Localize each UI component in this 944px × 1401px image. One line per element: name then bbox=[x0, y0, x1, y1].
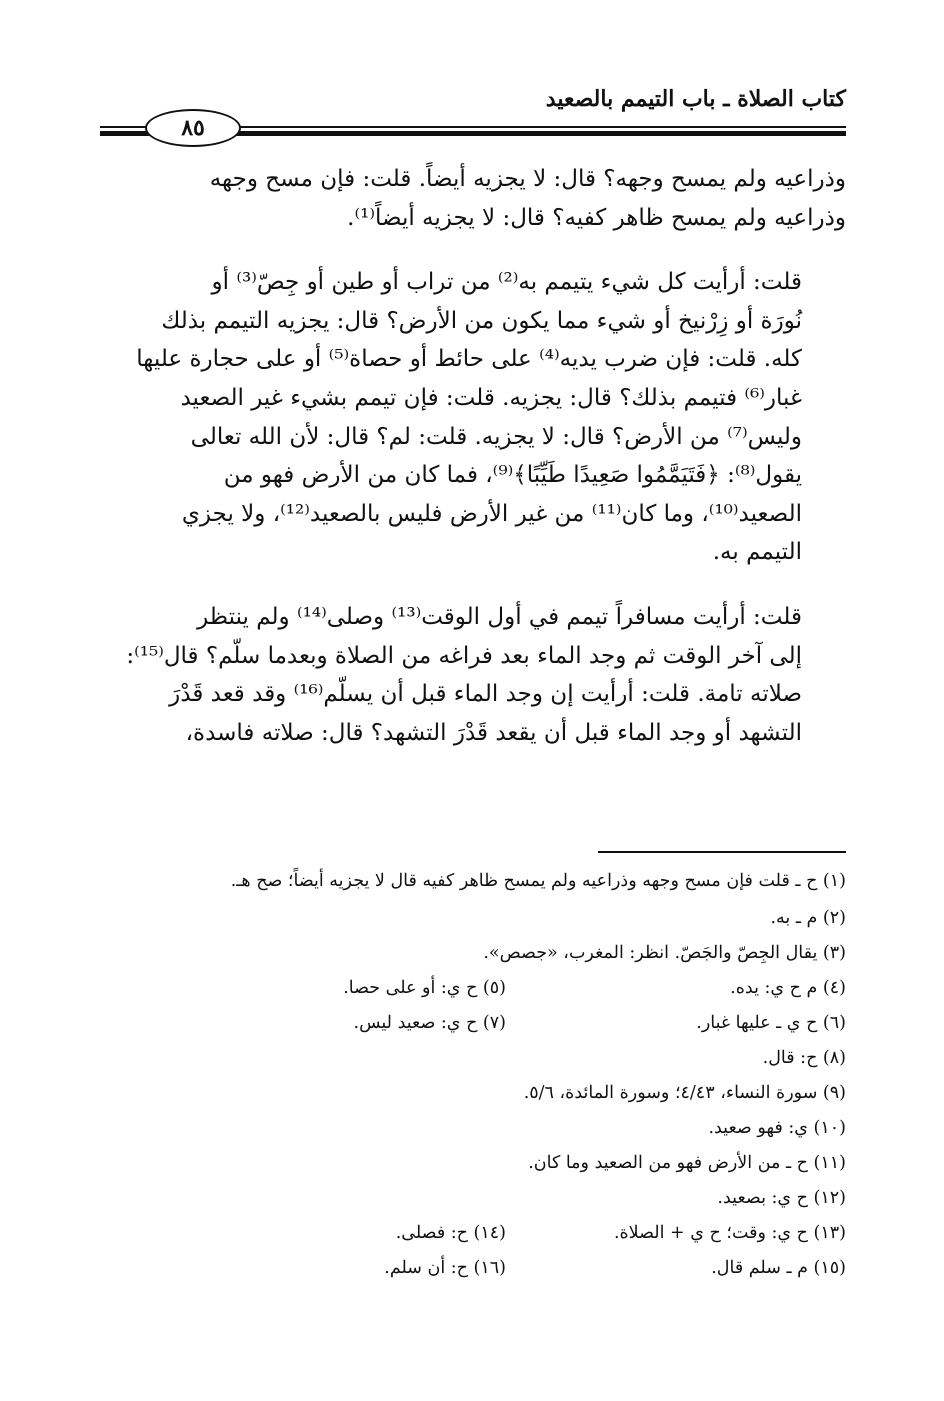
main-text bbox=[100, 160, 846, 752]
footnote-row bbox=[100, 1040, 846, 1075]
footnote-12: (١٢) ح ي: بصعيد. bbox=[717, 1187, 846, 1208]
footnote-7: (٧) ح ي: صعيد ليس. bbox=[353, 1012, 506, 1033]
footnote-row bbox=[100, 935, 846, 970]
footnote-6: (٦) ح ي ـ عليها غبار. bbox=[696, 1012, 846, 1033]
text-line: صلاته تامة. قلت: أرأيت إن وجد الماء قبل أن يسلّم⁽¹⁶⁾ وقد قعد قَدْرَ bbox=[169, 681, 802, 708]
footnote-row bbox=[100, 1145, 846, 1180]
footnote-row bbox=[100, 1005, 846, 1040]
text-line: وذراعيه ولم يمسح وجهه؟ قال: لا يجزيه أيضاً. قلت: فإن مسح وجهه bbox=[209, 166, 846, 192]
text-line: وليس⁽⁷⁾ من الأرض؟ قال: لا يجزيه. قلت: لم؟ قال: لأن الله تعالى bbox=[190, 423, 802, 450]
text-line: وذراعيه ولم يمسح ظاهر كفيه؟ قال: لا يجزيه أيضاً⁽¹⁾. bbox=[347, 204, 846, 231]
footnote-2: (٢) م ـ به. bbox=[770, 907, 846, 928]
paragraph-1 bbox=[100, 160, 846, 237]
footnote-8: (٨) ح: قال. bbox=[762, 1047, 846, 1068]
footnote-11: (١١) ح ـ من الأرض فهو من الصعيد وما كان. bbox=[528, 1152, 846, 1173]
text-line: كله. قلت: فإن ضرب يديه⁽⁴⁾ على حائط أو حصاة⁽⁵⁾ أو على حجارة عليها bbox=[136, 346, 802, 373]
footnote-row bbox=[100, 866, 846, 896]
footnotes bbox=[100, 866, 846, 1285]
footnote-14: (١٤) ح: فصلى. bbox=[395, 1222, 506, 1243]
text-line: يقول⁽⁸⁾: ﴿فَتَيَمَّمُوا صَعِيدًا طَيِّبًا﴾⁽⁹⁾، فما كان من الأرض فهو من bbox=[223, 462, 802, 489]
footnote-row bbox=[100, 970, 846, 1005]
footnote-row bbox=[100, 900, 846, 935]
footnote-1: (١) ح ـ قلت فإن مسح وجهه وذراعيه ولم يمسح ظاهر كفيه قال لا يجزيه أيضاً؛ صح هـ. bbox=[230, 871, 846, 891]
footnote-4: (٤) م ح ي: يده. bbox=[730, 977, 846, 998]
text-line: غبار⁽⁶⁾ فتيمم بذلك؟ قال: يجزيه. قلت: فإن تيمم بشيء غير الصعيد bbox=[180, 384, 802, 411]
footnote-10: (١٠) ي: فهو صعيد. bbox=[708, 1117, 846, 1138]
text-line: التشهد أو وجد الماء قبل أن يقعد قَدْرَ التشهد؟ قال: صلاته فاسدة، bbox=[185, 719, 802, 746]
footnote-row bbox=[100, 1215, 846, 1250]
page-number-badge bbox=[145, 109, 241, 147]
paragraph-3 bbox=[100, 598, 846, 752]
text-line: الصعيد⁽¹⁰⁾، وما كان⁽¹¹⁾ من غير الأرض فليس بالصعيد⁽¹²⁾، ولا يجزي bbox=[181, 500, 802, 527]
text-line: إلى آخر الوقت ثم وجد الماء بعد فراغه من الصلاة وبعدما سلّم؟ قال⁽¹⁵⁾: bbox=[126, 642, 802, 669]
footnote-row bbox=[100, 1075, 846, 1110]
footnote-row bbox=[100, 1180, 846, 1215]
footnote-16: (١٦) ح: أن سلم. bbox=[384, 1257, 506, 1278]
text-line: نُورَة أو زِرْنيخ أو شيء مما يكون من الأرض؟ قال: يجزيه التيمم بذلك bbox=[161, 307, 802, 334]
footnote-13: (١٣) ح ي: وقت؛ ح ي + الصلاة. bbox=[613, 1222, 846, 1243]
text-line: قلت: أرأيت مسافراً تيمم في أول الوقت⁽¹³⁾ وصلى⁽¹⁴⁾ ولم ينتظر bbox=[197, 603, 802, 630]
footnote-row bbox=[100, 1250, 846, 1285]
footnote-15: (١٥) م ـ سلم قال. bbox=[711, 1257, 846, 1278]
paragraph-2 bbox=[100, 263, 846, 572]
footnote-3: (٣) يقال الجِصّ والجَصّ. انظر: المغرب، «جصص». bbox=[483, 942, 846, 963]
footnote-row bbox=[100, 1110, 846, 1145]
footnote-separator bbox=[598, 851, 846, 853]
footnote-5: (٥) ح ي: أو على حصا. bbox=[343, 977, 506, 998]
running-head-title: كتاب الصلاة ـ باب التيمم بالصعيد bbox=[545, 86, 846, 112]
text-line: التيمم به. bbox=[712, 539, 802, 566]
text-line: قلت: أرأيت كل شيء يتيمم به⁽²⁾ من تراب أو طين أو جِصّ⁽³⁾ أو bbox=[211, 269, 802, 296]
page-number: ٨٥ bbox=[181, 115, 205, 141]
footnote-9: (٩) سورة النساء، ٤/٤٣؛ وسورة المائدة، ٥/٦. bbox=[523, 1082, 846, 1103]
